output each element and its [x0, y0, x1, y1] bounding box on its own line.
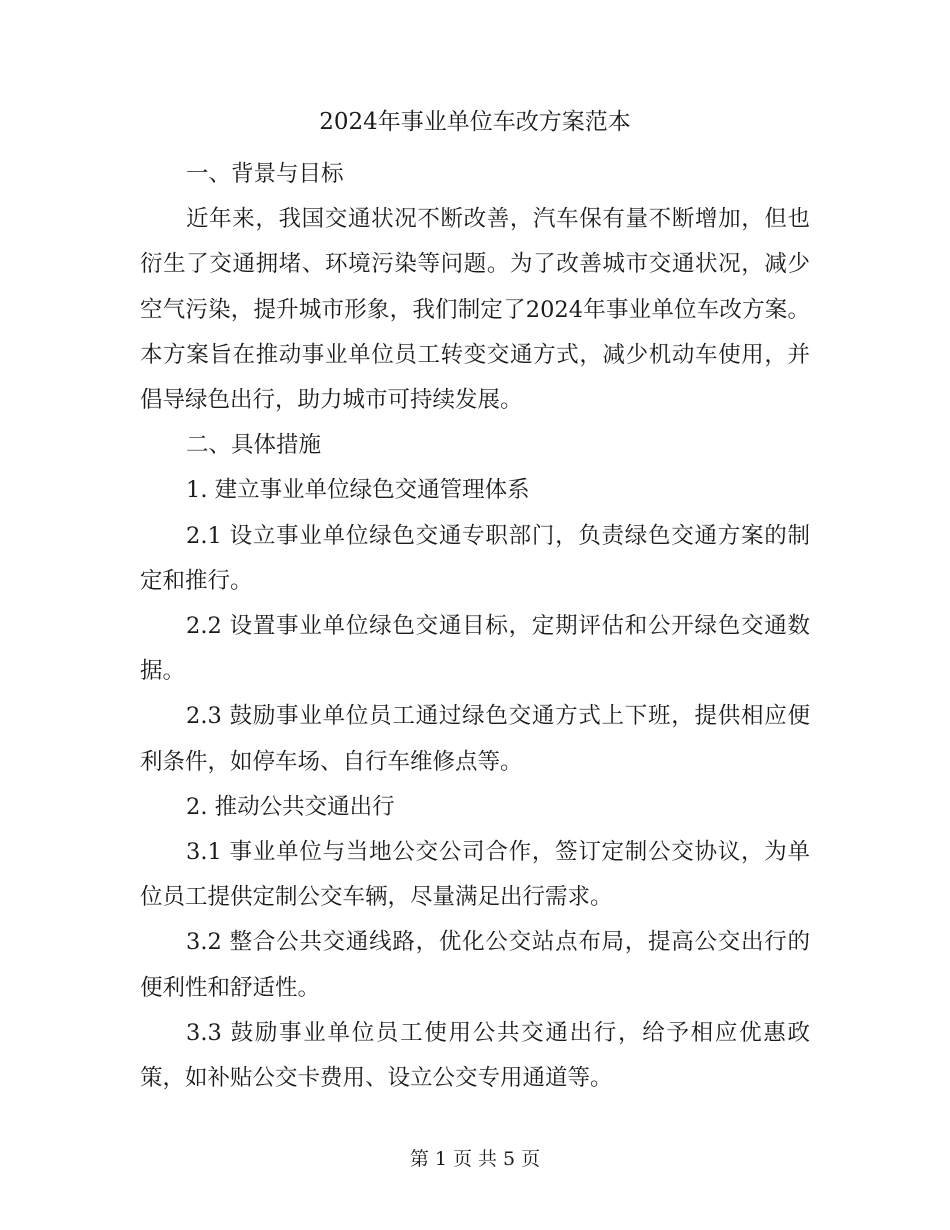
page-footer: 第 1 页 共 5 页: [409, 1148, 541, 1170]
section-heading-background: 一、背景与目标: [186, 161, 344, 187]
subheading-public-transport: 2. 推动公共交通出行: [186, 793, 395, 820]
document-title: 2024年事业单位车改方案范本: [319, 109, 631, 135]
paragraph-item-3-2: 3.2 整合公共交通线路，优化公交站点布局，提高公交出行的便利性和舒适性。: [140, 929, 810, 1001]
paragraph-item-2-1: 2.1 设立事业单位绿色交通专职部门，负责绿色交通方案的制定和推行。: [140, 522, 810, 594]
document-body: [140, 152, 810, 1101]
subheading-green-transport: 1. 建立事业单位绿色交通管理体系: [186, 477, 530, 504]
section-heading-measures: 二、具体措施: [186, 432, 322, 459]
paragraph-background: 近年来，我国交通状况不断改善，汽车保有量不断增加，但也衍生了交通拥堵、环境污染等问题。为了改善城市交通状况，减少空气污染，提升城市形象，我们制定了2024年事业单位车改方案。本方案旨在推动事业单位员工转变交通方式，减少机动车使用，并倡导绿色出行，助力城市可持续发展。: [140, 206, 810, 414]
paragraph-item-3-1: 3.1 事业单位与当地公交公司合作，签订定制公交协议，为单位员工提供定制公交车辆，尽量满足出行需求。: [140, 839, 810, 911]
paragraph-item-2-2: 2.2 设置事业单位绿色交通目标，定期评估和公开绿色交通数据。: [140, 613, 810, 685]
paragraph-item-3-3: 3.3 鼓励事业单位员工使用公共交通出行，给予相应优惠政策，如补贴公交卡费用、设立公交专用通道等。: [140, 1019, 810, 1092]
paragraph-item-2-3: 2.3 鼓励事业单位员工通过绿色交通方式上下班，提供相应便利条件，如停车场、自行车维修点等。: [140, 703, 810, 775]
